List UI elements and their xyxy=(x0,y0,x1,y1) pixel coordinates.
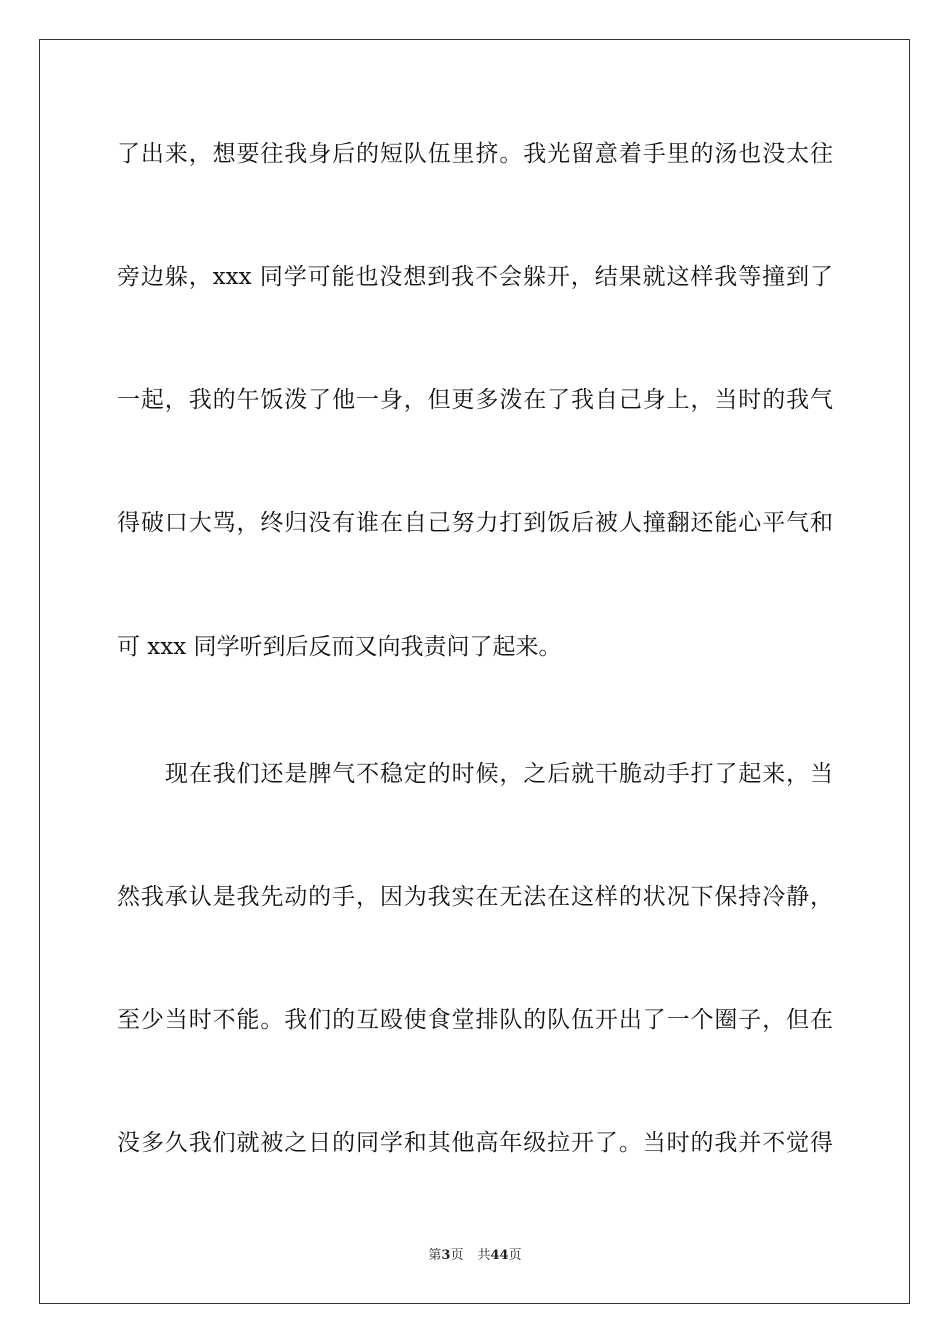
body-line-7: 然我承认是我先动的手，因为我实在无法在这样的状况下保持冷静， xyxy=(117,884,833,910)
page-footer xyxy=(0,1248,950,1264)
footer-page-suffix: 页 xyxy=(450,1248,464,1263)
page-border xyxy=(39,39,910,1304)
body-line-8: 至少当时不能。我们的互殴使食堂排队的队伍开出了一个圈子，但在 xyxy=(117,1007,833,1033)
footer-total-prefix: 共 xyxy=(477,1248,491,1263)
footer-page-prefix: 第 xyxy=(428,1248,442,1263)
body-line-4: 得破口大骂，终归没有谁在自己努力打到饭后被人撞翻还能心平气和 xyxy=(117,510,833,536)
footer-total-number: 44 xyxy=(490,1248,509,1263)
footer-page-number: 3 xyxy=(441,1248,451,1263)
body-line-9: 没多久我们就被之日的同学和其他高年级拉开了。当时的我并不觉得 xyxy=(117,1130,833,1156)
body-line-1: 了出来，想要往我身后的短队伍里挤。我光留意着手里的汤也没太往 xyxy=(117,141,833,167)
body-line-5: 可 xxx 同学听到后反而又向我责问了起来。 xyxy=(117,634,562,660)
footer-total-suffix: 页 xyxy=(508,1248,522,1263)
body-line-6: 现在我们还是脾气不稳定的时候，之后就干脆动手打了起来，当 xyxy=(165,761,833,787)
body-line-3: 一起，我的午饭泼了他一身，但更多泼在了我自己身上，当时的我气 xyxy=(117,387,833,413)
body-line-2: 旁边躲，xxx 同学可能也没想到我不会躲开，结果就这样我等撞到了 xyxy=(117,264,833,290)
